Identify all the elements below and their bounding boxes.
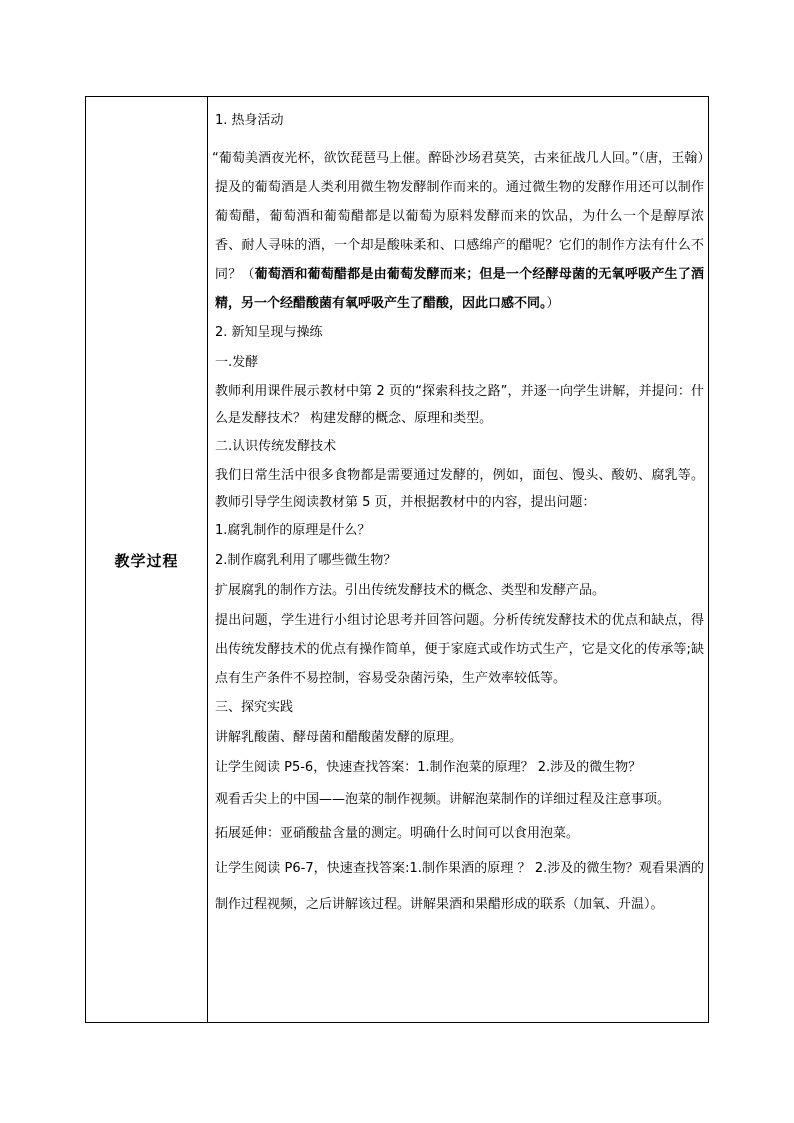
poem-paragraph xyxy=(212,144,704,318)
extend-text: 拓展延伸：亚硝酸盐含量的测定。明确什么时间可以食用泡菜。 xyxy=(215,826,580,841)
traditional-text: 我们日常生活中很多食物都是需要通过发酵的，例如，面包、馒头、酸奶、腐乳等。教师引导学生阅读教材第 5 页，并根据教材中的内容，提出问题： xyxy=(215,468,704,510)
discussion-text: 提出问题，学生进行小组讨论思考并回答问题。分析传统发酵技术的优点和缺点，得出传统发酵技术的优点有操作简单，便于家庭式或作坊式生产，它是文化的传承等;缺点有生产条件不易控制，容易受杂菌污染，生产效率较低等。 xyxy=(215,613,704,686)
expand-text: 扩展腐乳的制作方法。引出传统发酵技术的概念、类型和发酵产品。 xyxy=(215,583,606,598)
heading-new-knowledge: 2. 新知呈现与操练 xyxy=(215,325,323,340)
read-task-1: 让学生阅读 P5-6，快速查找答案：1.制作泡菜的原理？ 2.涉及的微生物？ xyxy=(215,760,642,775)
read-task-2: 让学生阅读 P6-7，快速查找答案:1.制作果酒的原理 ？ 2.涉及的微生物？观看果酒的制作过程视频，之后讲解该过程。讲解果酒和果醋形成的联系（加氧、升温）。 xyxy=(215,861,704,912)
subheading-traditional: 二.认识传统发酵技术 xyxy=(215,439,337,454)
poem-close: ） xyxy=(546,296,560,311)
answer-bold: 葡萄酒和葡萄醋都是由葡萄发酵而来；但是一个经酵母菌的无氧呼吸产生了酒精，另一个经醋酸菌有氧呼吸产生了醋酸，因此口感不同。 xyxy=(215,267,704,311)
subheading-fermentation: 一.发酵 xyxy=(215,355,259,370)
fermentation-text: 教师利用课件展示教材中第 2 页的“探索科技之路”，并逐一向学生讲解，并提问：什么是发酵技术？ 构建发酵的概念、原理和类型。 xyxy=(215,384,704,426)
question-2: 2.制作腐乳利用了哪些微生物？ xyxy=(215,553,397,568)
poem-text: “葡萄美酒夜光杯，欲饮琵琶马上催。醉卧沙场君莫笑，古来征战几人回。”（唐，王翰）提及的葡萄酒是人类利用微生物发酵制作而来的。通过微生物的发酵作用还可以制作葡萄醋，葡萄酒和葡萄醋都是以葡萄为原料发酵而来的饮品，为什么一个是醇厚浓香、耐人寻味的酒，一个却是酸味柔和、口感绵产的醋呢？它们的制作方法有什么不同？（ xyxy=(212,151,704,282)
heading-warmup: 1. 热身活动 xyxy=(215,113,284,128)
section-label-cell xyxy=(86,97,207,1022)
column-divider xyxy=(207,97,208,1022)
watch-text: 观看舌尖上的中国——泡菜的制作视频。讲解泡菜制作的详细过程及注意事项。 xyxy=(215,792,671,807)
lesson-table xyxy=(85,96,709,1023)
heading-practice: 三、探究实践 xyxy=(215,700,294,715)
question-1: 1.腐乳制作的原理是什么？ xyxy=(215,523,371,538)
section-label: 教学过程 xyxy=(114,552,179,570)
content-cell xyxy=(212,106,704,923)
explain-text: 讲解乳酸菌、酵母菌和醋酸菌发酵的原理。 xyxy=(215,730,463,745)
